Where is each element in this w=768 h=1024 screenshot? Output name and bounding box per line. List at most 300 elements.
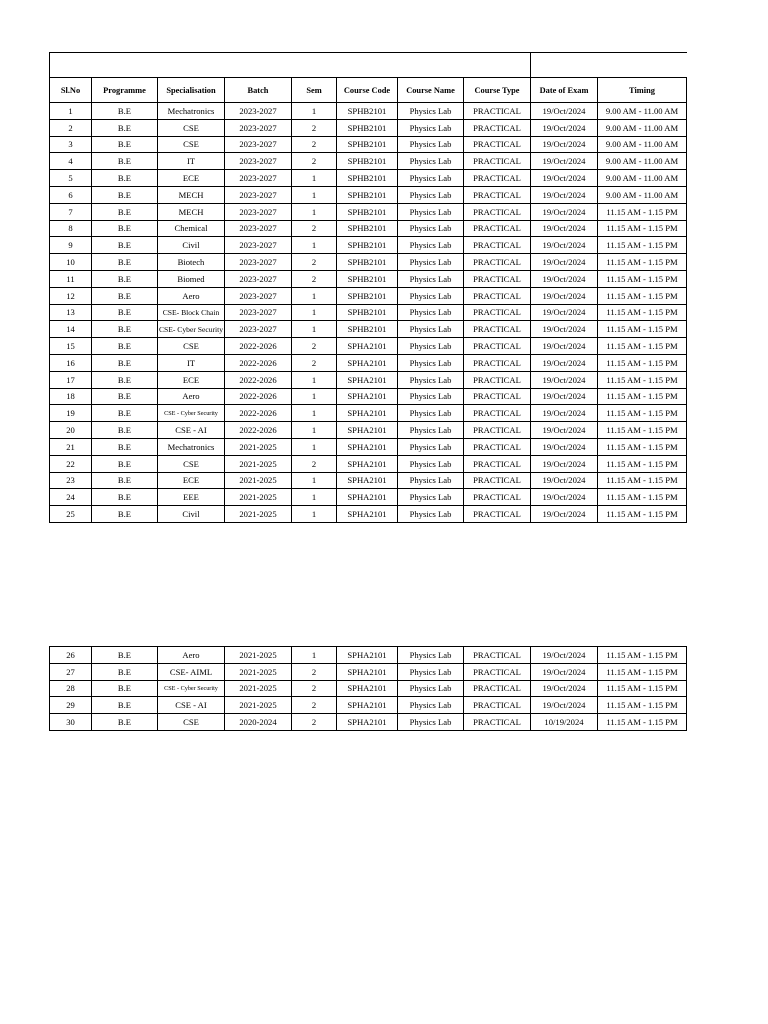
date-of-exam-cell: 19/Oct/2024 (531, 680, 598, 697)
timing-cell: 11.15 AM - 1.15 PM (598, 405, 687, 422)
specialisation-cell: Civil (158, 506, 225, 523)
timing-cell: 11.15 AM - 1.15 PM (598, 388, 687, 405)
timing-cell: 11.15 AM - 1.15 PM (598, 371, 687, 388)
timing-cell: 11.15 AM - 1.15 PM (598, 663, 687, 680)
specialisation-cell: CSE - AI (158, 697, 225, 714)
course-code-cell: SPHB2101 (337, 103, 398, 120)
sl-no-cell: 29 (50, 697, 92, 714)
table-row (50, 438, 687, 455)
specialisation-cell: CSE (158, 119, 225, 136)
specialisation-cell: Biomed (158, 270, 225, 287)
programme-cell: B.E (92, 489, 158, 506)
sl-no-cell: 6 (50, 186, 92, 203)
header-course-code: Course Code (337, 78, 398, 103)
sem-cell: 1 (292, 321, 337, 338)
course-code-cell: SPHB2101 (337, 321, 398, 338)
specialisation-cell: CSE (158, 338, 225, 355)
date-of-exam-cell: 19/Oct/2024 (531, 697, 598, 714)
programme-cell: B.E (92, 422, 158, 439)
sl-no-cell: 19 (50, 405, 92, 422)
course-type-cell: PRACTICAL (464, 287, 531, 304)
course-type-cell: PRACTICAL (464, 663, 531, 680)
sl-no-cell: 12 (50, 287, 92, 304)
sem-cell: 1 (292, 647, 337, 664)
sem-cell: 1 (292, 237, 337, 254)
course-type-cell: PRACTICAL (464, 237, 531, 254)
timing-cell: 11.15 AM - 1.15 PM (598, 506, 687, 523)
course-type-cell: PRACTICAL (464, 489, 531, 506)
course-name-cell: Physics Lab (398, 489, 464, 506)
sem-cell: 1 (292, 506, 337, 523)
date-of-exam-cell: 10/19/2024 (531, 714, 598, 731)
course-type-cell: PRACTICAL (464, 338, 531, 355)
sl-no-cell: 30 (50, 714, 92, 731)
programme-cell: B.E (92, 680, 158, 697)
course-code-cell: SPHB2101 (337, 136, 398, 153)
date-of-exam-cell: 19/Oct/2024 (531, 287, 598, 304)
course-code-cell: SPHA2101 (337, 455, 398, 472)
sem-cell: 1 (292, 489, 337, 506)
programme-cell: B.E (92, 472, 158, 489)
header-sem: Sem (292, 78, 337, 103)
specialisation-cell: Chemical (158, 220, 225, 237)
timing-cell: 11.15 AM - 1.15 PM (598, 680, 687, 697)
batch-cell: 2023-2027 (225, 321, 292, 338)
course-code-cell: SPHA2101 (337, 371, 398, 388)
batch-cell: 2021-2025 (225, 680, 292, 697)
specialisation-cell: Civil (158, 237, 225, 254)
batch-cell: 2021-2025 (225, 647, 292, 664)
course-type-cell: PRACTICAL (464, 254, 531, 271)
sem-cell: 1 (292, 422, 337, 439)
programme-cell: B.E (92, 220, 158, 237)
date-of-exam-cell: 19/Oct/2024 (531, 388, 598, 405)
date-of-exam-cell: 19/Oct/2024 (531, 455, 598, 472)
date-of-exam-cell: 19/Oct/2024 (531, 237, 598, 254)
course-code-cell: SPHA2101 (337, 338, 398, 355)
course-code-cell: SPHB2101 (337, 270, 398, 287)
date-of-exam-cell: 19/Oct/2024 (531, 472, 598, 489)
course-type-cell: PRACTICAL (464, 422, 531, 439)
date-of-exam-cell: 19/Oct/2024 (531, 119, 598, 136)
date-of-exam-cell: 19/Oct/2024 (531, 489, 598, 506)
course-code-cell: SPHB2101 (337, 220, 398, 237)
programme-cell: B.E (92, 254, 158, 271)
course-name-cell: Physics Lab (398, 254, 464, 271)
course-code-cell: SPHB2101 (337, 186, 398, 203)
timing-cell: 11.15 AM - 1.15 PM (598, 472, 687, 489)
table-row (50, 254, 687, 271)
course-name-cell: Physics Lab (398, 680, 464, 697)
batch-cell: 2022-2026 (225, 371, 292, 388)
course-type-cell: PRACTICAL (464, 405, 531, 422)
table-row (50, 270, 687, 287)
course-type-cell: PRACTICAL (464, 697, 531, 714)
table-row (50, 714, 687, 731)
sem-cell: 1 (292, 472, 337, 489)
programme-cell: B.E (92, 405, 158, 422)
programme-cell: B.E (92, 136, 158, 153)
course-name-cell: Physics Lab (398, 663, 464, 680)
course-code-cell: SPHB2101 (337, 304, 398, 321)
course-name-cell: Physics Lab (398, 354, 464, 371)
date-of-exam-cell: 19/Oct/2024 (531, 153, 598, 170)
course-name-cell: Physics Lab (398, 388, 464, 405)
course-name-cell: Physics Lab (398, 220, 464, 237)
specialisation-cell: CSE- Cyber Security (158, 321, 225, 338)
course-code-cell: SPHB2101 (337, 254, 398, 271)
course-name-cell: Physics Lab (398, 371, 464, 388)
programme-cell: B.E (92, 697, 158, 714)
specialisation-cell: ECE (158, 371, 225, 388)
title-cell-right (531, 53, 687, 78)
batch-cell: 2023-2027 (225, 186, 292, 203)
course-code-cell: SPHB2101 (337, 153, 398, 170)
programme-cell: B.E (92, 354, 158, 371)
sem-cell: 2 (292, 663, 337, 680)
table-row (50, 472, 687, 489)
sl-no-cell: 14 (50, 321, 92, 338)
course-name-cell: Physics Lab (398, 438, 464, 455)
course-code-cell: SPHA2101 (337, 697, 398, 714)
sem-cell: 2 (292, 270, 337, 287)
course-code-cell: SPHB2101 (337, 119, 398, 136)
programme-cell: B.E (92, 287, 158, 304)
timing-cell: 9.00 AM - 11.00 AM (598, 103, 687, 120)
header-programme: Programme (92, 78, 158, 103)
sl-no-cell: 13 (50, 304, 92, 321)
timing-cell: 9.00 AM - 11.00 AM (598, 136, 687, 153)
course-code-cell: SPHA2101 (337, 714, 398, 731)
batch-cell: 2023-2027 (225, 254, 292, 271)
header-batch: Batch (225, 78, 292, 103)
sl-no-cell: 18 (50, 388, 92, 405)
batch-cell: 2023-2027 (225, 119, 292, 136)
sem-cell: 1 (292, 287, 337, 304)
sem-cell: 2 (292, 136, 337, 153)
timing-cell: 11.15 AM - 1.15 PM (598, 422, 687, 439)
table-row (50, 321, 687, 338)
timing-cell: 11.15 AM - 1.15 PM (598, 714, 687, 731)
batch-cell: 2022-2026 (225, 405, 292, 422)
timing-cell: 11.15 AM - 1.15 PM (598, 287, 687, 304)
course-name-cell: Physics Lab (398, 405, 464, 422)
course-name-cell: Physics Lab (398, 647, 464, 664)
specialisation-cell: ECE (158, 170, 225, 187)
course-code-cell: SPHB2101 (337, 170, 398, 187)
course-code-cell: SPHB2101 (337, 203, 398, 220)
programme-cell: B.E (92, 455, 158, 472)
specialisation-cell: CSE - Cyber Security (158, 680, 225, 697)
date-of-exam-cell: 19/Oct/2024 (531, 371, 598, 388)
course-type-cell: PRACTICAL (464, 103, 531, 120)
specialisation-cell: IT (158, 354, 225, 371)
timing-cell: 9.00 AM - 11.00 AM (598, 119, 687, 136)
date-of-exam-cell: 19/Oct/2024 (531, 186, 598, 203)
sl-no-cell: 7 (50, 203, 92, 220)
specialisation-cell: Biotech (158, 254, 225, 271)
header-sl-no: Sl.No (50, 78, 92, 103)
date-of-exam-cell: 19/Oct/2024 (531, 647, 598, 664)
course-name-cell: Physics Lab (398, 119, 464, 136)
date-of-exam-cell: 19/Oct/2024 (531, 220, 598, 237)
specialisation-cell: CSE- AIML (158, 663, 225, 680)
batch-cell: 2023-2027 (225, 287, 292, 304)
course-type-cell: PRACTICAL (464, 321, 531, 338)
programme-cell: B.E (92, 153, 158, 170)
sl-no-cell: 24 (50, 489, 92, 506)
course-type-cell: PRACTICAL (464, 136, 531, 153)
specialisation-cell: Aero (158, 287, 225, 304)
table-row (50, 405, 687, 422)
timing-cell: 11.15 AM - 1.15 PM (598, 321, 687, 338)
table-row (50, 287, 687, 304)
table-row (50, 489, 687, 506)
course-code-cell: SPHA2101 (337, 489, 398, 506)
date-of-exam-cell: 19/Oct/2024 (531, 304, 598, 321)
sem-cell: 2 (292, 697, 337, 714)
timing-cell: 11.15 AM - 1.15 PM (598, 203, 687, 220)
programme-cell: B.E (92, 438, 158, 455)
header-date-of-exam: Date of Exam (531, 78, 598, 103)
course-code-cell: SPHA2101 (337, 388, 398, 405)
specialisation-cell: CSE (158, 136, 225, 153)
sem-cell: 2 (292, 119, 337, 136)
course-type-cell: PRACTICAL (464, 371, 531, 388)
sl-no-cell: 17 (50, 371, 92, 388)
course-code-cell: SPHA2101 (337, 354, 398, 371)
course-name-cell: Physics Lab (398, 287, 464, 304)
batch-cell: 2022-2026 (225, 422, 292, 439)
sl-no-cell: 21 (50, 438, 92, 455)
sl-no-cell: 27 (50, 663, 92, 680)
specialisation-cell: CSE (158, 714, 225, 731)
course-name-cell: Physics Lab (398, 697, 464, 714)
sem-cell: 1 (292, 203, 337, 220)
table-row (50, 455, 687, 472)
sl-no-cell: 8 (50, 220, 92, 237)
timing-cell: 11.15 AM - 1.15 PM (598, 455, 687, 472)
programme-cell: B.E (92, 371, 158, 388)
course-type-cell: PRACTICAL (464, 153, 531, 170)
date-of-exam-cell: 19/Oct/2024 (531, 203, 598, 220)
course-name-cell: Physics Lab (398, 136, 464, 153)
sl-no-cell: 5 (50, 170, 92, 187)
date-of-exam-cell: 19/Oct/2024 (531, 170, 598, 187)
course-code-cell: SPHA2101 (337, 405, 398, 422)
date-of-exam-cell: 19/Oct/2024 (531, 270, 598, 287)
table-row (50, 119, 687, 136)
sem-cell: 1 (292, 371, 337, 388)
table-row (50, 153, 687, 170)
programme-cell: B.E (92, 304, 158, 321)
sl-no-cell: 22 (50, 455, 92, 472)
date-of-exam-cell: 19/Oct/2024 (531, 103, 598, 120)
course-type-cell: PRACTICAL (464, 220, 531, 237)
timing-cell: 11.15 AM - 1.15 PM (598, 237, 687, 254)
sem-cell: 2 (292, 220, 337, 237)
programme-cell: B.E (92, 321, 158, 338)
date-of-exam-cell: 19/Oct/2024 (531, 354, 598, 371)
table-row (50, 186, 687, 203)
batch-cell: 2021-2025 (225, 489, 292, 506)
date-of-exam-cell: 19/Oct/2024 (531, 338, 598, 355)
course-name-cell: Physics Lab (398, 170, 464, 187)
sl-no-cell: 10 (50, 254, 92, 271)
course-name-cell: Physics Lab (398, 153, 464, 170)
course-name-cell: Physics Lab (398, 338, 464, 355)
batch-cell: 2021-2025 (225, 663, 292, 680)
course-code-cell: SPHA2101 (337, 663, 398, 680)
specialisation-cell: Aero (158, 388, 225, 405)
course-code-cell: SPHB2101 (337, 237, 398, 254)
date-of-exam-cell: 19/Oct/2024 (531, 321, 598, 338)
sl-no-cell: 26 (50, 647, 92, 664)
sem-cell: 2 (292, 680, 337, 697)
course-type-cell: PRACTICAL (464, 506, 531, 523)
sem-cell: 1 (292, 186, 337, 203)
course-type-cell: PRACTICAL (464, 203, 531, 220)
sl-no-cell: 25 (50, 506, 92, 523)
table-row (50, 647, 687, 664)
timing-cell: 9.00 AM - 11.00 AM (598, 186, 687, 203)
header-course-name: Course Name (398, 78, 464, 103)
specialisation-cell: Aero (158, 647, 225, 664)
course-type-cell: PRACTICAL (464, 472, 531, 489)
table-row (50, 354, 687, 371)
course-code-cell: SPHA2101 (337, 506, 398, 523)
timing-cell: 9.00 AM - 11.00 AM (598, 170, 687, 187)
date-of-exam-cell: 19/Oct/2024 (531, 422, 598, 439)
specialisation-cell: Mechatronics (158, 438, 225, 455)
course-name-cell: Physics Lab (398, 506, 464, 523)
header-specialisation: Specialisation (158, 78, 225, 103)
table-row (50, 388, 687, 405)
sem-cell: 1 (292, 304, 337, 321)
date-of-exam-cell: 19/Oct/2024 (531, 136, 598, 153)
timing-cell: 11.15 AM - 1.15 PM (598, 697, 687, 714)
programme-cell: B.E (92, 714, 158, 731)
timing-cell: 11.15 AM - 1.15 PM (598, 438, 687, 455)
sl-no-cell: 11 (50, 270, 92, 287)
batch-cell: 2021-2025 (225, 455, 292, 472)
programme-cell: B.E (92, 270, 158, 287)
batch-cell: 2021-2025 (225, 506, 292, 523)
sl-no-cell: 20 (50, 422, 92, 439)
sl-no-cell: 2 (50, 119, 92, 136)
sem-cell: 1 (292, 170, 337, 187)
title-row (50, 53, 687, 78)
table-row (50, 663, 687, 680)
sem-cell: 1 (292, 103, 337, 120)
course-name-cell: Physics Lab (398, 237, 464, 254)
course-name-cell: Physics Lab (398, 321, 464, 338)
course-code-cell: SPHA2101 (337, 438, 398, 455)
batch-cell: 2021-2025 (225, 472, 292, 489)
batch-cell: 2022-2026 (225, 354, 292, 371)
course-type-cell: PRACTICAL (464, 438, 531, 455)
table-row (50, 506, 687, 523)
table-row (50, 103, 687, 120)
specialisation-cell: CSE - Cyber Security (158, 405, 225, 422)
table-row (50, 422, 687, 439)
timing-cell: 11.15 AM - 1.15 PM (598, 270, 687, 287)
course-code-cell: SPHA2101 (337, 472, 398, 489)
course-type-cell: PRACTICAL (464, 388, 531, 405)
sl-no-cell: 23 (50, 472, 92, 489)
table-row (50, 170, 687, 187)
sl-no-cell: 4 (50, 153, 92, 170)
sem-cell: 2 (292, 254, 337, 271)
course-type-cell: PRACTICAL (464, 170, 531, 187)
table-row (50, 697, 687, 714)
sl-no-cell: 1 (50, 103, 92, 120)
header-timing: Timing (598, 78, 687, 103)
course-name-cell: Physics Lab (398, 186, 464, 203)
specialisation-cell: Mechatronics (158, 103, 225, 120)
batch-cell: 2023-2027 (225, 136, 292, 153)
course-type-cell: PRACTICAL (464, 647, 531, 664)
specialisation-cell: MECH (158, 203, 225, 220)
programme-cell: B.E (92, 237, 158, 254)
timing-cell: 11.15 AM - 1.15 PM (598, 354, 687, 371)
course-code-cell: SPHA2101 (337, 680, 398, 697)
sl-no-cell: 16 (50, 354, 92, 371)
course-type-cell: PRACTICAL (464, 680, 531, 697)
sem-cell: 2 (292, 455, 337, 472)
header-row (50, 78, 687, 103)
programme-cell: B.E (92, 170, 158, 187)
date-of-exam-cell: 19/Oct/2024 (531, 405, 598, 422)
sem-cell: 2 (292, 153, 337, 170)
course-name-cell: Physics Lab (398, 270, 464, 287)
table-row (50, 338, 687, 355)
batch-cell: 2021-2025 (225, 697, 292, 714)
table-row (50, 220, 687, 237)
sem-cell: 1 (292, 388, 337, 405)
specialisation-cell: MECH (158, 186, 225, 203)
batch-cell: 2023-2027 (225, 270, 292, 287)
timing-cell: 11.15 AM - 1.15 PM (598, 647, 687, 664)
programme-cell: B.E (92, 506, 158, 523)
programme-cell: B.E (92, 203, 158, 220)
timing-cell: 11.15 AM - 1.15 PM (598, 338, 687, 355)
sl-no-cell: 28 (50, 680, 92, 697)
programme-cell: B.E (92, 103, 158, 120)
specialisation-cell: CSE- Block Chain (158, 304, 225, 321)
table-row (50, 203, 687, 220)
table-row (50, 237, 687, 254)
course-name-cell: Physics Lab (398, 472, 464, 489)
batch-cell: 2021-2025 (225, 438, 292, 455)
sem-cell: 2 (292, 338, 337, 355)
batch-cell: 2022-2026 (225, 338, 292, 355)
course-name-cell: Physics Lab (398, 304, 464, 321)
course-code-cell: SPHB2101 (337, 287, 398, 304)
table-row (50, 304, 687, 321)
batch-cell: 2023-2027 (225, 237, 292, 254)
course-name-cell: Physics Lab (398, 203, 464, 220)
course-type-cell: PRACTICAL (464, 270, 531, 287)
batch-cell: 2023-2027 (225, 153, 292, 170)
specialisation-cell: EEE (158, 489, 225, 506)
course-type-cell: PRACTICAL (464, 119, 531, 136)
sem-cell: 2 (292, 714, 337, 731)
programme-cell: B.E (92, 119, 158, 136)
exam-schedule-table-continued (49, 646, 687, 731)
batch-cell: 2022-2026 (225, 388, 292, 405)
course-name-cell: Physics Lab (398, 714, 464, 731)
